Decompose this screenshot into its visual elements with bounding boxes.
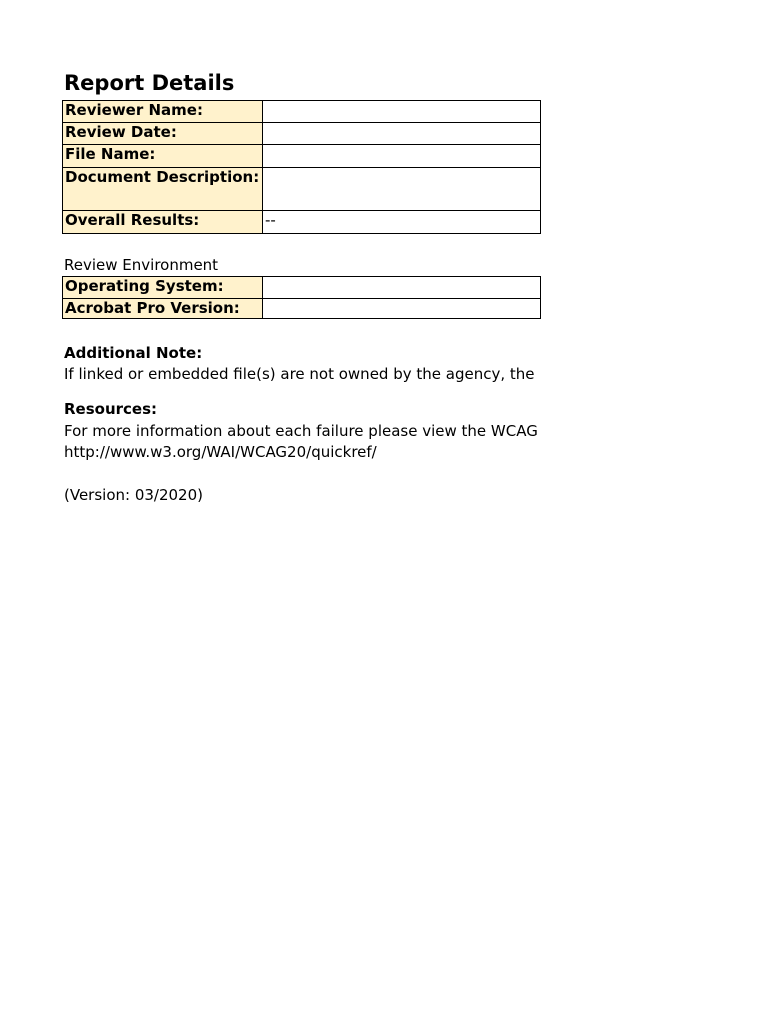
acrobat-pro-version-field[interactable]: [263, 299, 541, 319]
review-date-field[interactable]: [263, 123, 541, 145]
table-row-file-name: [63, 145, 541, 168]
table-row-review-date: [63, 123, 541, 145]
table-row-reviewer-name: [63, 101, 541, 123]
report-details-table: [62, 100, 541, 234]
file-name-label: File Name:: [63, 145, 263, 168]
operating-system-field[interactable]: [263, 277, 541, 299]
table-row-operating-system: [63, 277, 541, 299]
wcag-quickref-link[interactable]: http://www.w3.org/WAI/WCAG20/quickref/: [64, 443, 377, 461]
additional-note-heading: Additional Note:: [64, 344, 203, 362]
reviewer-name-field[interactable]: [263, 101, 541, 123]
table-row-acrobat-pro-version: [63, 299, 541, 319]
review-environment-table: [62, 276, 541, 319]
operating-system-label: Operating System:: [63, 277, 263, 299]
resources-heading: Resources:: [64, 400, 158, 418]
document-description-label: Document Description:: [63, 168, 263, 211]
version-label: (Version: 03/2020): [64, 486, 203, 504]
document-description-field[interactable]: [263, 168, 541, 211]
table-row-overall-results: [63, 211, 541, 234]
page-title: Report Details: [64, 71, 235, 95]
overall-results-label: Overall Results:: [63, 211, 263, 234]
review-date-label: Review Date:: [63, 123, 263, 145]
review-environment-heading: Review Environment: [64, 256, 219, 274]
overall-results-field[interactable]: --: [263, 211, 541, 234]
additional-note-text: If linked or embedded file(s) are not owned by the agency, the: [64, 365, 535, 383]
file-name-field[interactable]: [263, 145, 541, 168]
resources-text: For more information about each failure please view the WCAG: [64, 422, 538, 440]
acrobat-pro-version-label: Acrobat Pro Version:: [63, 299, 263, 319]
reviewer-name-label: Reviewer Name:: [63, 101, 263, 123]
table-row-document-description: [63, 168, 541, 211]
